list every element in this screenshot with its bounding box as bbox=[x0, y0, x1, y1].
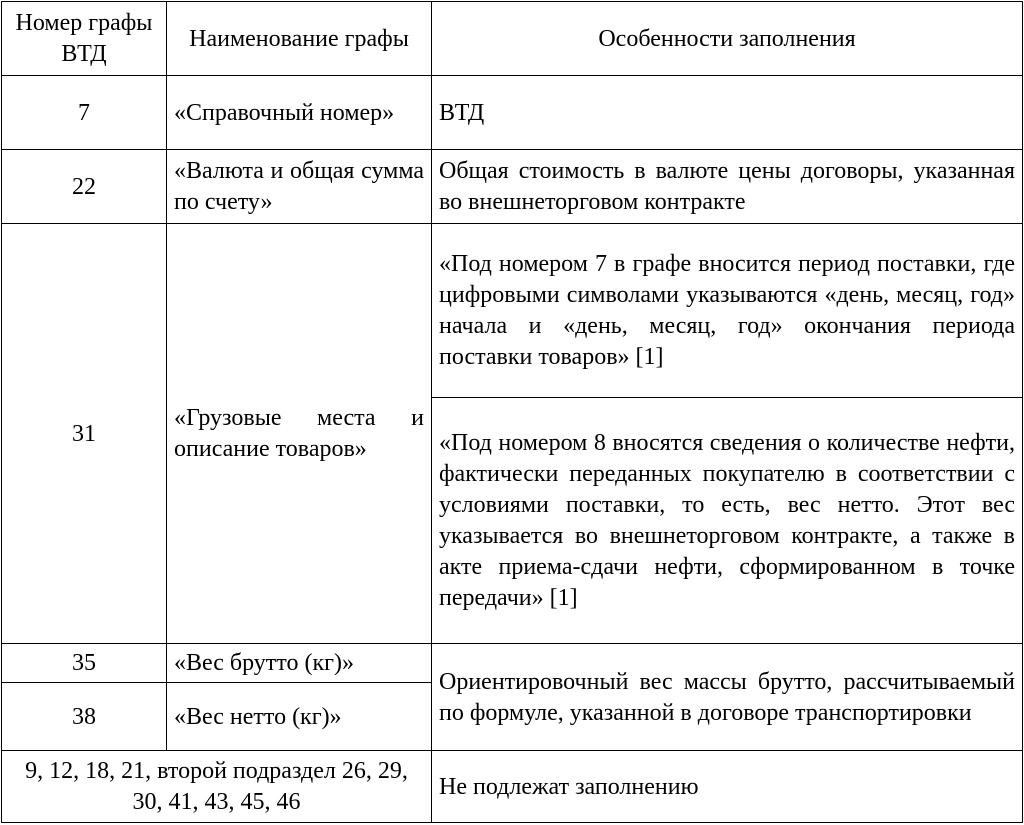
row-name-cell bbox=[167, 644, 432, 683]
row-number: 22 bbox=[72, 173, 96, 200]
header-cell-number bbox=[2, 2, 167, 76]
row-features: Ориентировочный вес массы брутто, рассчитываемый по формуле, указанной в договоре транспортировки bbox=[439, 668, 1015, 726]
row-number-cell bbox=[2, 150, 167, 224]
table-row bbox=[2, 150, 1023, 224]
row-features-part-1: «Под номером 7 в графе вносится период поставки, где цифровыми символами указываются «день, месяц, год» начала и «день, месяц, год» окончания периода поставки товаров» [1] bbox=[439, 251, 1015, 370]
row-features: Общая стоимость в валюте цены договоры, указанная во внешнеторговом контракте bbox=[439, 158, 1015, 215]
row-features: ВТД bbox=[439, 99, 485, 126]
table-row bbox=[2, 224, 1023, 398]
row-features-cell bbox=[432, 224, 1023, 398]
row-features-cell bbox=[432, 150, 1023, 224]
row-number-cell bbox=[2, 751, 432, 823]
row-features-cell bbox=[432, 76, 1023, 150]
row-name: «Вес нетто (кг)» bbox=[174, 703, 342, 730]
row-name: «Грузовые места и описание товаров» bbox=[174, 405, 424, 462]
header-cell-name bbox=[167, 2, 432, 76]
row-name: «Справочный номер» bbox=[174, 99, 395, 126]
document-table bbox=[1, 1, 1023, 823]
row-number-cell bbox=[2, 644, 167, 683]
row-number-cell bbox=[2, 224, 167, 644]
row-features: Не подлежат заполнению bbox=[439, 773, 699, 800]
header-name-label: Наименование графы bbox=[189, 25, 409, 52]
row-name-cell bbox=[167, 224, 432, 644]
header-number-label: Номер графы ВТД bbox=[15, 10, 153, 67]
row-number: 9, 12, 18, 21, второй подраздел 26, 29, 30, 41, 43, 45, 46 bbox=[25, 758, 408, 815]
header-features-label: Особенности заполнения bbox=[598, 25, 856, 52]
row-number: 35 bbox=[72, 650, 96, 676]
row-number: 7 bbox=[78, 99, 90, 126]
row-number: 38 bbox=[72, 703, 96, 730]
row-name-cell bbox=[167, 150, 432, 224]
table-row bbox=[2, 76, 1023, 150]
row-features-part-2: «Под номером 8 вносятся сведения о количестве нефти, фактически переданных покупателю в соответствии с условиями поставки, то есть, вес нетто. Этот вес указывается во внешнеторговом контракте, а также в акте приема-сдачи нефти, сформированном в точке передачи» [1] bbox=[439, 430, 1015, 611]
table-row bbox=[2, 644, 1023, 683]
row-name-cell bbox=[167, 76, 432, 150]
table-header-row bbox=[2, 2, 1023, 76]
row-number: 31 bbox=[72, 420, 96, 447]
row-features-cell bbox=[432, 751, 1023, 823]
row-features-cell bbox=[432, 644, 1023, 751]
row-name-cell bbox=[167, 683, 432, 751]
row-number-cell bbox=[2, 76, 167, 150]
row-name: «Вес брутто (кг)» bbox=[174, 650, 354, 676]
row-features-cell bbox=[432, 398, 1023, 644]
header-cell-features bbox=[432, 2, 1023, 76]
table-row bbox=[2, 751, 1023, 823]
row-name: «Валюта и общая сумма по счету» bbox=[174, 158, 424, 215]
row-number-cell bbox=[2, 683, 167, 751]
